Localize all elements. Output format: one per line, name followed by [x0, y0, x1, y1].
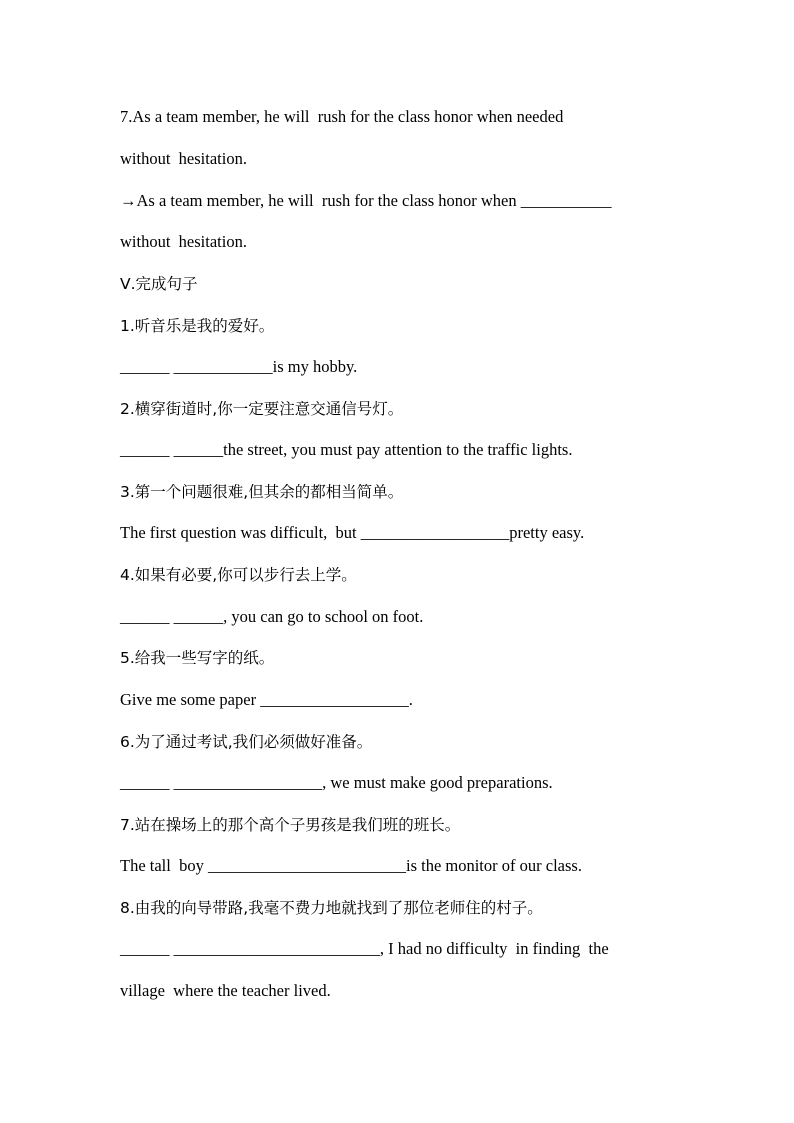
- question-1-english: ______ ____________is my hobby.: [120, 357, 358, 376]
- question-1-chinese: 1.听音乐是我的爱好。: [120, 317, 275, 335]
- item7-rewrite-line1: →As a team member, he will rush for the class honor when ___________: [120, 191, 612, 210]
- question-6-english: ______ __________________, we must make good preparations.: [120, 773, 553, 792]
- question-3-chinese: 3.第一个问题很难,但其余的都相当简单。: [120, 483, 404, 501]
- item7-sentence-line2: without hesitation.: [120, 149, 247, 168]
- question-2-chinese: 2.横穿街道时,你一定要注意交通信号灯。: [120, 400, 404, 418]
- question-7-chinese: 7.站在操场上的那个高个子男孩是我们班的班长。: [120, 816, 461, 834]
- item7-rewrite-line2: without hesitation.: [120, 232, 247, 251]
- question-6-chinese: 6.为了通过考试,我们必须做好准备。: [120, 733, 373, 751]
- question-5-chinese: 5.给我一些写字的纸。: [120, 649, 275, 667]
- section-heading: Ⅴ.完成句子: [120, 275, 198, 293]
- item7-sentence-line1: 7.As a team member, he will rush for the class honor when needed: [120, 107, 564, 126]
- question-5-english: Give me some paper __________________.: [120, 690, 413, 709]
- question-8-chinese: 8.由我的向导带路,我毫不费力地就找到了那位老师住的村子。: [120, 899, 543, 917]
- question-8-english-line2: village where the teacher lived.: [120, 981, 331, 1000]
- question-4-english: ______ ______, you can go to school on foot.: [120, 607, 424, 626]
- question-4-chinese: 4.如果有必要,你可以步行去上学。: [120, 566, 357, 584]
- question-8-english-line1: ______ _________________________, I had no difficulty in finding the: [120, 939, 609, 958]
- question-7-english: The tall boy ________________________is the monitor of our class.: [120, 856, 582, 875]
- question-2-english: ______ ______the street, you must pay attention to the traffic lights.: [120, 440, 573, 459]
- question-3-english: The first question was difficult, but __________________pretty easy.: [120, 523, 585, 542]
